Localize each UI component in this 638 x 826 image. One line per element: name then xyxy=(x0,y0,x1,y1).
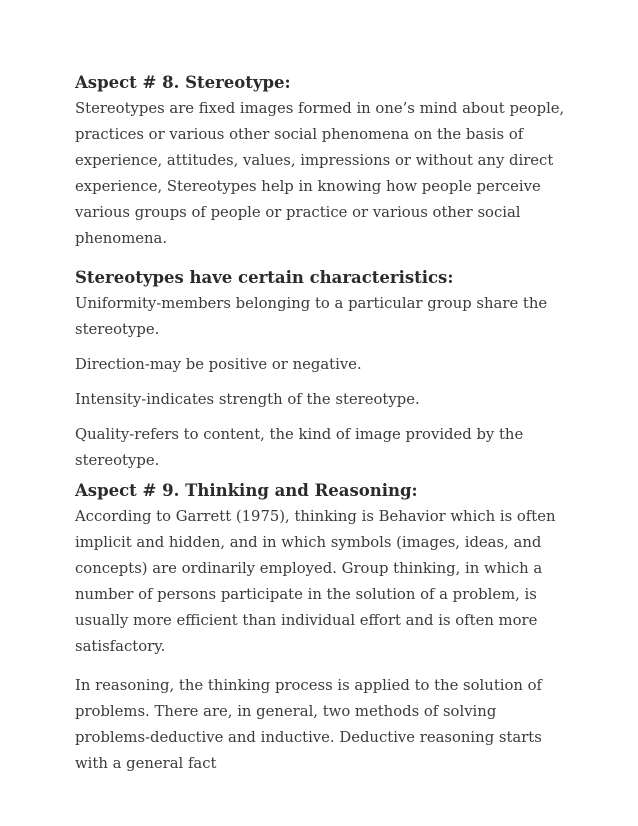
document-page xyxy=(75,70,575,777)
characteristics-heading: Stereotypes have certain characteristics: xyxy=(75,268,454,287)
section-8-body: Stereotypes are fixed images formed in one’s mind about people, practices or various other social phenomena on the basis of experience, attitudes, values, impressions or without any direct experience, Stereotypes help in knowing how people perceive various groups of people or practice or various other social phenomena. xyxy=(75,100,565,247)
characteristic-intensity: Intensity-indicates strength of the stereotype. xyxy=(75,391,420,408)
section-9-heading: Aspect # 9. Thinking and Reasoning: xyxy=(75,481,418,500)
section-9-paragraph-2: In reasoning, the thinking process is applied to the solution of problems. There are, in general, two methods of solving problems-deductive and inductive. Deductive reasoning starts with a general fact xyxy=(75,677,543,772)
section-8-heading: Aspect # 8. Stereotype: xyxy=(75,73,291,92)
characteristic-quality: Quality-refers to content, the kind of image provided by the stereotype. xyxy=(75,426,524,469)
section-9-paragraph-1: According to Garrett (1975), thinking is Behavior which is often implicit and hidden, and in which symbols (images, ideas, and concepts) are ordinarily employed. Group thinking, in which a number of persons participate in the solution of a problem, is usually more efficient than individual effort and is often more satisfactory. xyxy=(75,508,556,655)
characteristic-direction: Direction-may be positive or negative. xyxy=(75,356,362,373)
characteristic-uniformity: Uniformity-members belonging to a particular group share the stereotype. xyxy=(75,295,548,338)
